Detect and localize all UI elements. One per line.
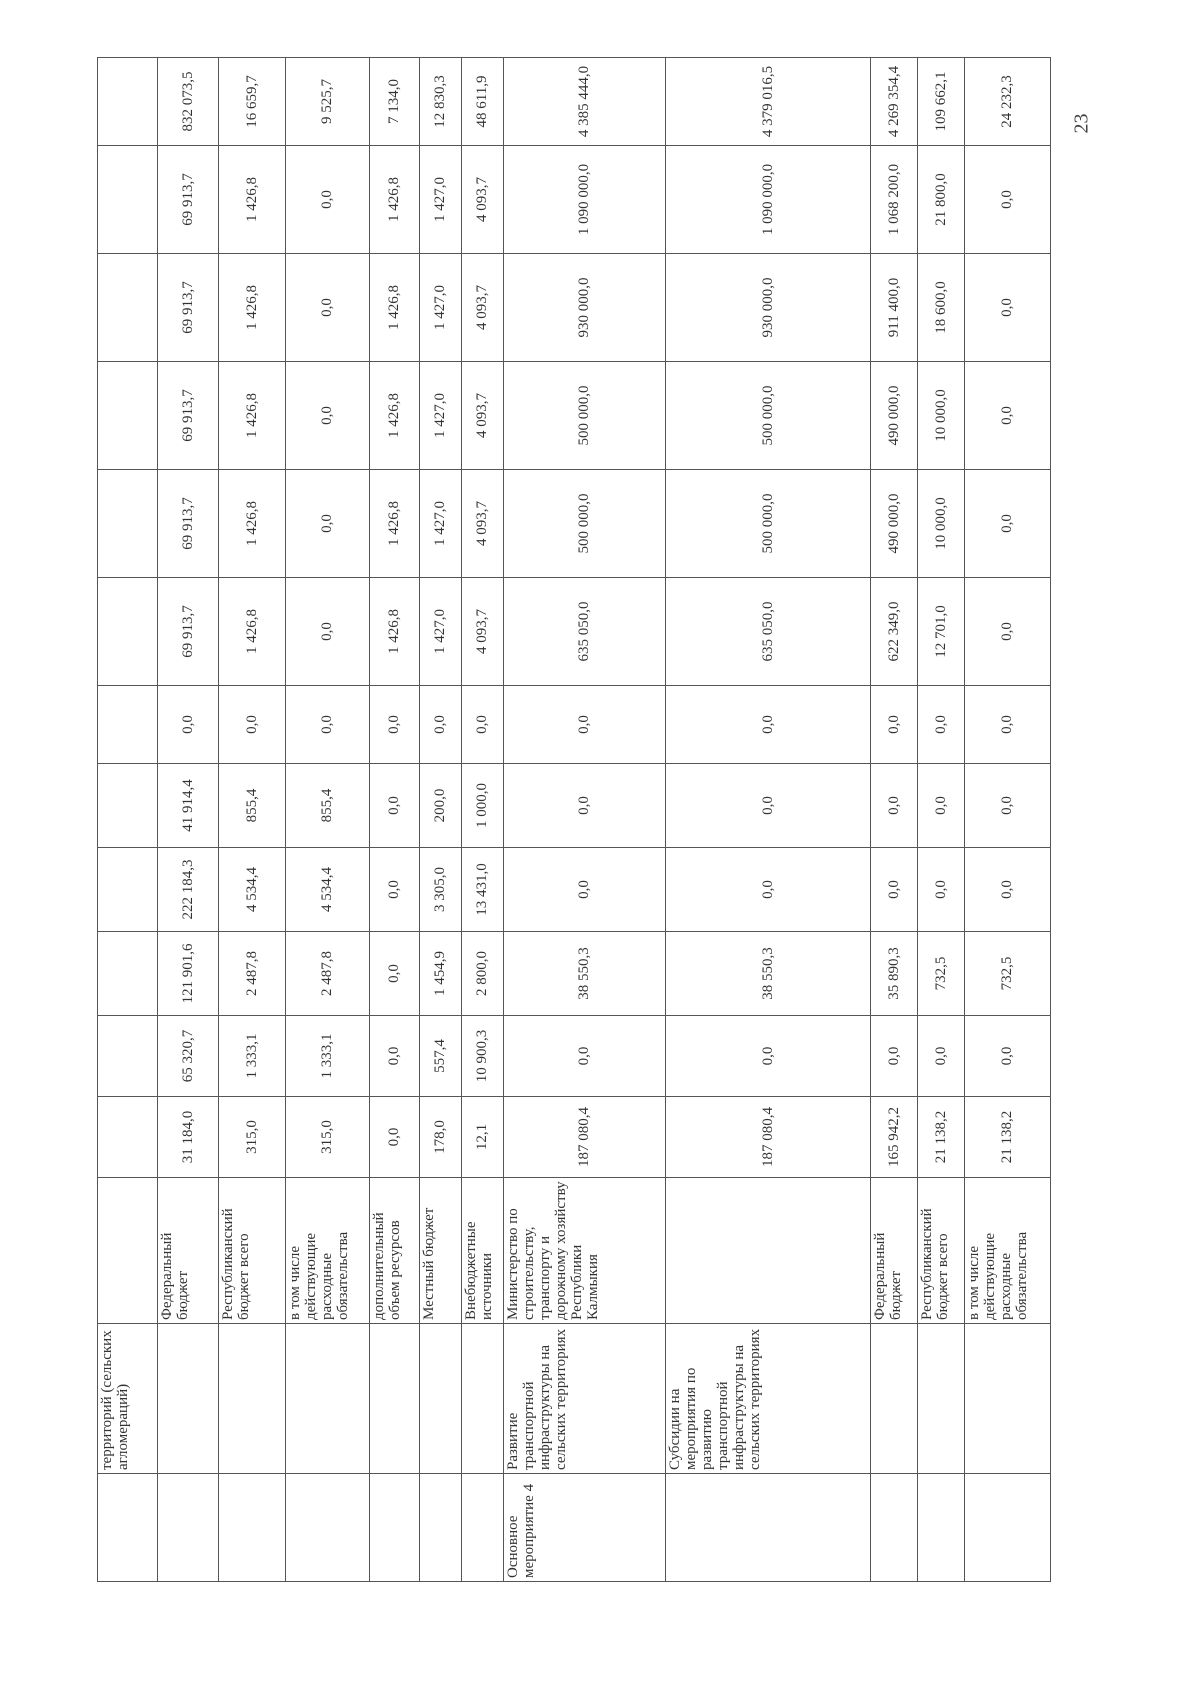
value-cell: 9 525,7	[285, 58, 369, 146]
value-cell: 0,0	[218, 686, 285, 764]
value-cell: 0,0	[369, 848, 419, 932]
value-cell: 1 426,8	[369, 470, 419, 578]
value-cell: 0,0	[964, 1016, 1050, 1097]
value-cell: 2 487,8	[285, 932, 369, 1016]
value-cell: 0,0	[870, 686, 917, 764]
value-cell: 0,0	[503, 848, 666, 932]
value-cell: 4 093,7	[461, 362, 503, 470]
value-cell: 315,0	[218, 1097, 285, 1178]
value-cell: 0,0	[917, 686, 964, 764]
table-row	[964, 58, 1050, 1582]
value-cell: 4 093,7	[461, 146, 503, 254]
value-cell: 0,0	[666, 1016, 870, 1097]
value-cell: 0,0	[503, 1016, 666, 1097]
value-cell	[98, 848, 158, 932]
value-cell: 38 550,3	[503, 932, 666, 1016]
value-cell: 1 427,0	[419, 470, 461, 578]
table-row	[285, 58, 369, 1582]
value-cell: 930 000,0	[666, 254, 870, 362]
value-cell: 0,0	[666, 686, 870, 764]
value-cell: 855,4	[285, 764, 369, 848]
value-cell	[98, 686, 158, 764]
value-cell: 4 385 444,0	[503, 58, 666, 146]
value-cell: 12,1	[461, 1097, 503, 1178]
value-cell	[98, 1016, 158, 1097]
value-cell: 1 068 200,0	[870, 146, 917, 254]
value-cell: 109 662,1	[917, 58, 964, 146]
table-row	[98, 58, 158, 1582]
name-cell: территорий (сельских агломераций)	[98, 1324, 158, 1474]
value-cell: 222 184,3	[157, 848, 218, 932]
value-cell: 0,0	[870, 764, 917, 848]
value-cell: 0,0	[917, 848, 964, 932]
name-cell: Развитие транспортной инфраструктуры на сельских территориях	[503, 1324, 666, 1474]
value-cell: 1 427,0	[419, 146, 461, 254]
value-cell: 0,0	[419, 686, 461, 764]
value-cell: 490 000,0	[870, 470, 917, 578]
source-cell: Местный бюджет	[419, 1178, 461, 1324]
value-cell: 48 611,9	[461, 58, 503, 146]
value-cell: 10 000,0	[917, 362, 964, 470]
value-cell: 35 890,3	[870, 932, 917, 1016]
value-cell: 732,5	[964, 932, 1050, 1016]
value-cell: 21 138,2	[964, 1097, 1050, 1178]
value-cell: 69 913,7	[157, 146, 218, 254]
value-cell: 4 093,7	[461, 470, 503, 578]
value-cell: 315,0	[285, 1097, 369, 1178]
value-cell: 930 000,0	[503, 254, 666, 362]
event-cell	[157, 1474, 218, 1582]
value-cell: 0,0	[369, 764, 419, 848]
table-row	[157, 58, 218, 1582]
event-cell	[917, 1474, 964, 1582]
value-cell: 1 427,0	[419, 362, 461, 470]
value-cell: 490 000,0	[870, 362, 917, 470]
value-cell: 732,5	[917, 932, 964, 1016]
name-cell	[369, 1324, 419, 1474]
value-cell: 2 487,8	[218, 932, 285, 1016]
value-cell: 4 379 016,5	[666, 58, 870, 146]
name-cell	[285, 1324, 369, 1474]
rotated-table-wrapper	[97, 65, 1051, 1582]
value-cell: 4 093,7	[461, 578, 503, 686]
event-cell	[218, 1474, 285, 1582]
source-cell	[666, 1178, 870, 1324]
value-cell: 1 426,8	[369, 362, 419, 470]
value-cell: 0,0	[917, 1016, 964, 1097]
source-cell: Министерство по строительству, транспорту и дорожному хозяйству Республики Калмыкия	[503, 1178, 666, 1324]
value-cell: 500 000,0	[503, 362, 666, 470]
source-cell: Внебюджетные источники	[461, 1178, 503, 1324]
value-cell: 1 000,0	[461, 764, 503, 848]
value-cell: 0,0	[870, 1016, 917, 1097]
name-cell: Субсидии на мероприятия по развитию транспортной инфраструктуры на сельских территориях	[666, 1324, 870, 1474]
value-cell: 1 426,8	[218, 362, 285, 470]
value-cell: 0,0	[461, 686, 503, 764]
value-cell: 16 659,7	[218, 58, 285, 146]
value-cell: 0,0	[285, 146, 369, 254]
value-cell: 0,0	[870, 848, 917, 932]
value-cell: 0,0	[964, 686, 1050, 764]
source-cell: Республиканский бюджет всего	[917, 1178, 964, 1324]
value-cell: 200,0	[419, 764, 461, 848]
value-cell	[98, 578, 158, 686]
value-cell: 635 050,0	[503, 578, 666, 686]
value-cell	[98, 470, 158, 578]
value-cell: 69 913,7	[157, 254, 218, 362]
name-cell	[870, 1324, 917, 1474]
value-cell: 0,0	[503, 686, 666, 764]
value-cell: 500 000,0	[666, 362, 870, 470]
value-cell: 4 534,4	[218, 848, 285, 932]
event-cell	[666, 1474, 870, 1582]
value-cell: 10 000,0	[917, 470, 964, 578]
value-cell: 0,0	[369, 932, 419, 1016]
value-cell: 3 305,0	[419, 848, 461, 932]
value-cell: 41 914,4	[157, 764, 218, 848]
value-cell: 622 349,0	[870, 578, 917, 686]
value-cell: 4 269 354,4	[870, 58, 917, 146]
value-cell: 557,4	[419, 1016, 461, 1097]
table-row	[461, 58, 503, 1582]
table-row	[218, 58, 285, 1582]
value-cell: 0,0	[285, 470, 369, 578]
value-cell: 1 427,0	[419, 578, 461, 686]
value-cell: 0,0	[964, 848, 1050, 932]
value-cell: 0,0	[964, 470, 1050, 578]
value-cell: 12 830,3	[419, 58, 461, 146]
source-cell: Федеральный бюджет	[157, 1178, 218, 1324]
value-cell: 0,0	[503, 764, 666, 848]
value-cell: 1 426,8	[369, 146, 419, 254]
value-cell: 0,0	[964, 146, 1050, 254]
value-cell: 832 073,5	[157, 58, 218, 146]
value-cell: 187 080,4	[666, 1097, 870, 1178]
name-cell	[419, 1324, 461, 1474]
event-cell	[964, 1474, 1050, 1582]
value-cell	[98, 254, 158, 362]
value-cell: 0,0	[285, 578, 369, 686]
value-cell: 0,0	[285, 254, 369, 362]
value-cell: 4 534,4	[285, 848, 369, 932]
value-cell: 38 550,3	[666, 932, 870, 1016]
value-cell: 165 942,2	[870, 1097, 917, 1178]
name-cell	[461, 1324, 503, 1474]
value-cell: 1 427,0	[419, 254, 461, 362]
value-cell: 1 426,8	[218, 470, 285, 578]
value-cell: 10 900,3	[461, 1016, 503, 1097]
value-cell: 7 134,0	[369, 58, 419, 146]
value-cell: 0,0	[369, 1097, 419, 1178]
value-cell: 1 090 000,0	[666, 146, 870, 254]
value-cell: 69 913,7	[157, 470, 218, 578]
source-cell: в том числе действующие расходные обязательства	[964, 1178, 1050, 1324]
page-number: 23	[1070, 113, 1093, 134]
source-cell: Республиканский бюджет всего	[218, 1178, 285, 1324]
event-cell	[870, 1474, 917, 1582]
event-cell	[369, 1474, 419, 1582]
value-cell: 500 000,0	[666, 470, 870, 578]
value-cell	[98, 764, 158, 848]
value-cell: 500 000,0	[503, 470, 666, 578]
value-cell: 911 400,0	[870, 254, 917, 362]
value-cell	[98, 1097, 158, 1178]
table-row	[369, 58, 419, 1582]
value-cell	[98, 932, 158, 1016]
value-cell: 4 093,7	[461, 254, 503, 362]
value-cell: 0,0	[964, 362, 1050, 470]
budget-table	[97, 57, 1051, 1582]
value-cell: 24 232,3	[964, 58, 1050, 146]
value-cell: 0,0	[964, 578, 1050, 686]
value-cell: 178,0	[419, 1097, 461, 1178]
source-cell: дополнительный объем ресурсов	[369, 1178, 419, 1324]
event-cell	[285, 1474, 369, 1582]
name-cell	[964, 1324, 1050, 1474]
value-cell: 12 701,0	[917, 578, 964, 686]
value-cell: 0,0	[917, 764, 964, 848]
event-cell	[461, 1474, 503, 1582]
table-row	[503, 58, 666, 1582]
value-cell: 1 090 000,0	[503, 146, 666, 254]
value-cell: 0,0	[666, 848, 870, 932]
value-cell: 1 426,8	[369, 254, 419, 362]
value-cell: 0,0	[666, 764, 870, 848]
event-cell	[98, 1474, 158, 1582]
table-row	[666, 58, 870, 1582]
value-cell: 1 426,8	[369, 578, 419, 686]
value-cell	[98, 58, 158, 146]
table-row	[917, 58, 964, 1582]
source-cell: в том числе действующие расходные обязательства	[285, 1178, 369, 1324]
value-cell: 0,0	[285, 686, 369, 764]
value-cell: 65 320,7	[157, 1016, 218, 1097]
source-cell: Федеральный бюджет	[870, 1178, 917, 1324]
value-cell: 21 800,0	[917, 146, 964, 254]
value-cell: 69 913,7	[157, 578, 218, 686]
source-cell	[98, 1178, 158, 1324]
value-cell: 69 913,7	[157, 362, 218, 470]
value-cell: 1 333,1	[285, 1016, 369, 1097]
value-cell: 1 426,8	[218, 146, 285, 254]
name-cell	[218, 1324, 285, 1474]
value-cell: 1 454,9	[419, 932, 461, 1016]
value-cell: 0,0	[157, 686, 218, 764]
value-cell: 21 138,2	[917, 1097, 964, 1178]
value-cell	[98, 362, 158, 470]
value-cell: 0,0	[369, 686, 419, 764]
value-cell: 18 600,0	[917, 254, 964, 362]
value-cell: 121 901,6	[157, 932, 218, 1016]
name-cell	[917, 1324, 964, 1474]
value-cell: 187 080,4	[503, 1097, 666, 1178]
value-cell: 1 426,8	[218, 578, 285, 686]
table-row	[419, 58, 461, 1582]
value-cell: 2 800,0	[461, 932, 503, 1016]
value-cell: 0,0	[964, 764, 1050, 848]
name-cell	[157, 1324, 218, 1474]
value-cell: 1 333,1	[218, 1016, 285, 1097]
event-cell	[419, 1474, 461, 1582]
value-cell	[98, 146, 158, 254]
value-cell: 0,0	[285, 362, 369, 470]
value-cell: 635 050,0	[666, 578, 870, 686]
value-cell: 0,0	[964, 254, 1050, 362]
table-row	[870, 58, 917, 1582]
value-cell: 31 184,0	[157, 1097, 218, 1178]
value-cell: 855,4	[218, 764, 285, 848]
event-cell: Основное мероприятие 4	[503, 1474, 666, 1582]
value-cell: 0,0	[369, 1016, 419, 1097]
value-cell: 1 426,8	[218, 254, 285, 362]
value-cell: 13 431,0	[461, 848, 503, 932]
